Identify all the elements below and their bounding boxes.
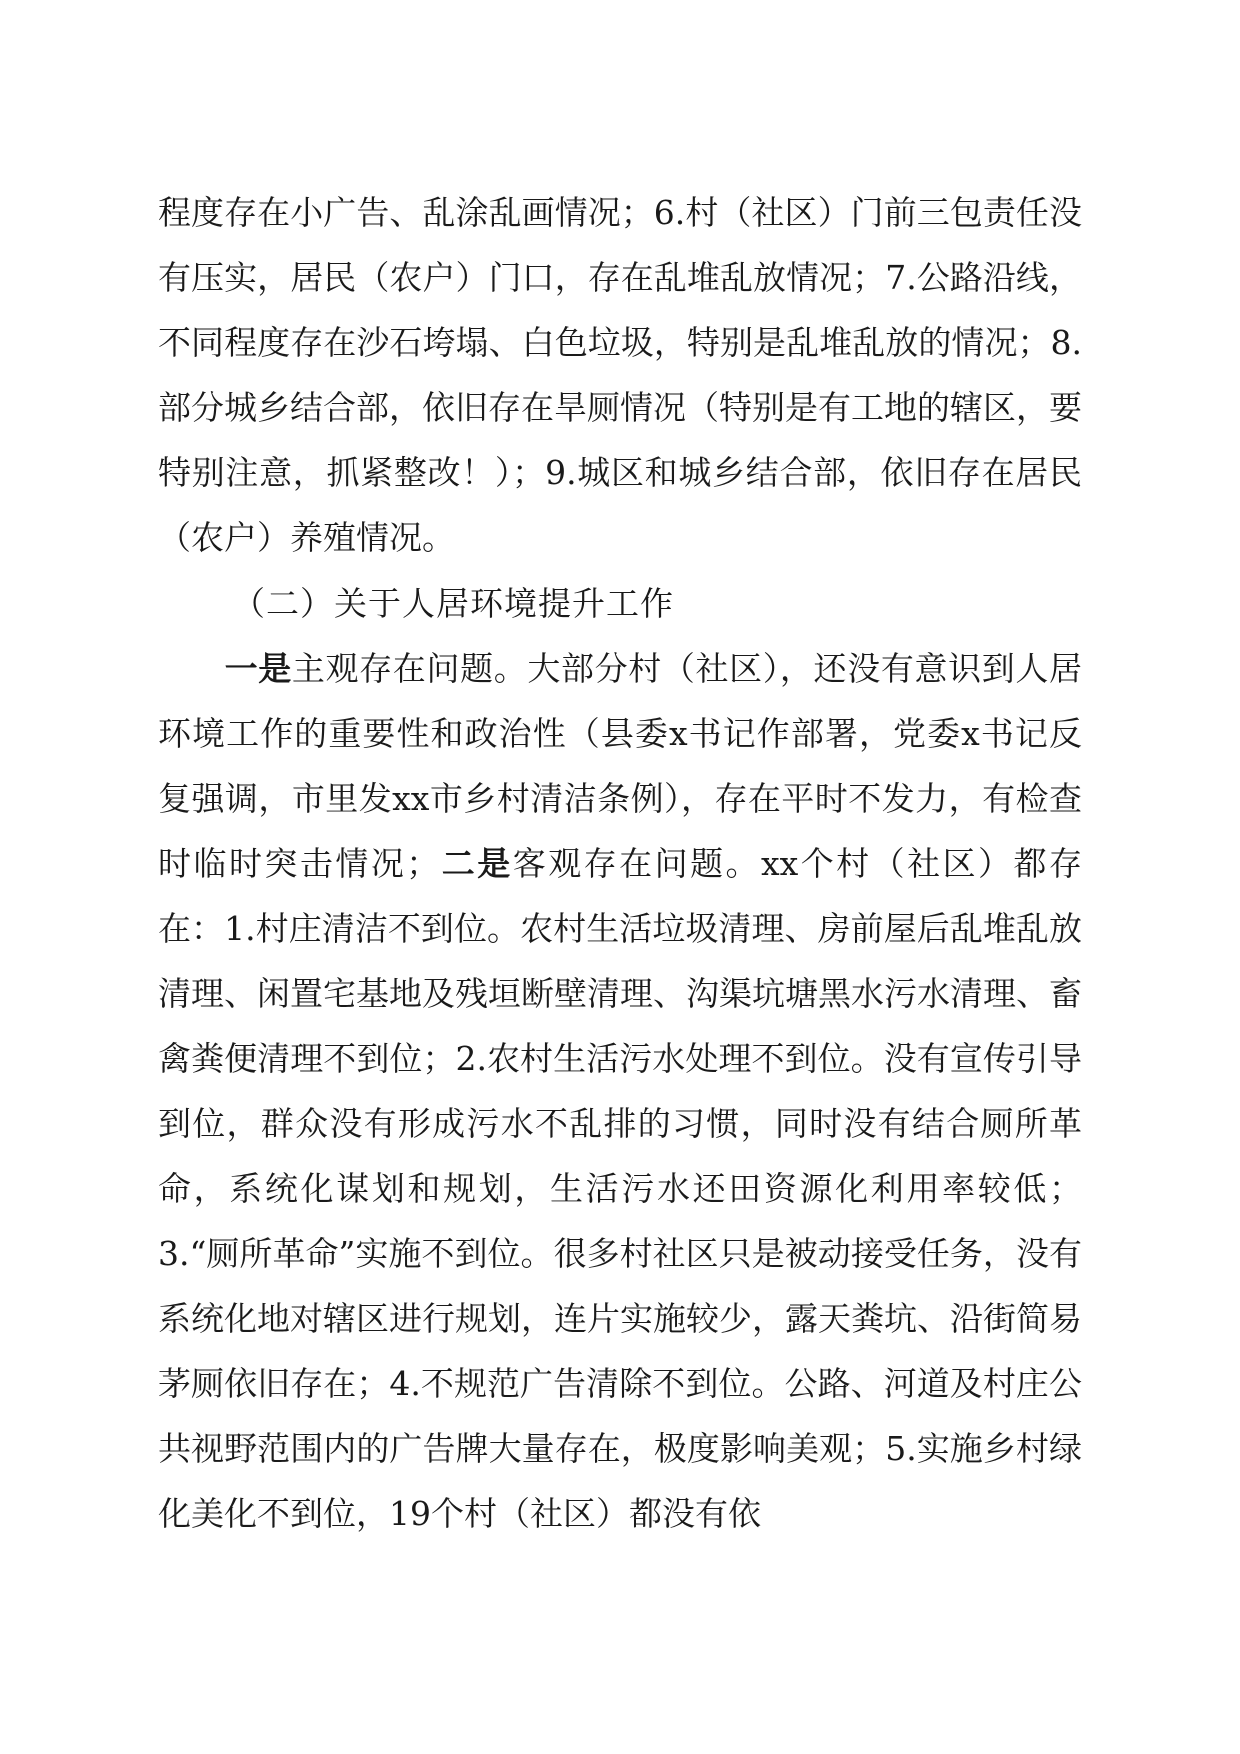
paragraph-1-text: 程度存在小广告、乱涂乱画情况；6.村（社区）门前三包责任没有压实，居民（农户）门口，存在乱堆乱放情况；7.公路沿线，不同程度存在沙石垮塌、白色垃圾，特别是乱堆乱放的情况；8.部分城乡结合部，依旧存在旱厕情况（特别是有工地的辖区，要特别注意，抓紧整改！）；9.城区和城乡结合部，依旧存在居民（农户）养殖情况。 <box>158 193 1082 557</box>
lead-second: 二是 <box>439 844 513 883</box>
lead-first: 一是 <box>224 649 292 688</box>
paragraph-continuation <box>158 180 1082 570</box>
objective-issues-text: 客观存在问题。xx个村（社区）都存在：1.村庄清洁不到位。农村生活垃圾清理、房前屋后乱堆乱放清理、闲置宅基地及残垣断壁清理、沟渠坑塘黑水污水清理、畜禽粪便清理不到位；2.农村生活污水处理不到位。没有宣传引导到位，群众没有形成污水不乱排的习惯，同时没有结合厕所革命，系统化谋划和规划，生活污水还田资源化利用率较低；3.“厕所革命”实施不到位。很多村社区只是被动接受任务，没有系统化地对辖区进行规划，连片实施较少，露天粪坑、沿街简易茅厕依旧存在；4.不规范广告清除不到位。公路、河道及村庄公共视野范围内的广告牌大量存在，极度影响美观；5.实施乡村绿化美化不到位，19个村（社区）都没有依 <box>158 844 1082 1533</box>
paragraph-residential-environment <box>158 636 1082 1546</box>
section-heading: （二）关于人居环境提升工作 <box>232 584 674 623</box>
subjective-issues-text: 主观存在问题。大部分村（社区），还没有意识到人居环境工作的重要性和政治性（县委x书记作部署，党委x书记反复强调，市里发xx市乡村清洁条例），存在平时不发力，有检查时临时突击情况； <box>158 649 1083 883</box>
paragraph-2-text <box>158 636 1082 1546</box>
